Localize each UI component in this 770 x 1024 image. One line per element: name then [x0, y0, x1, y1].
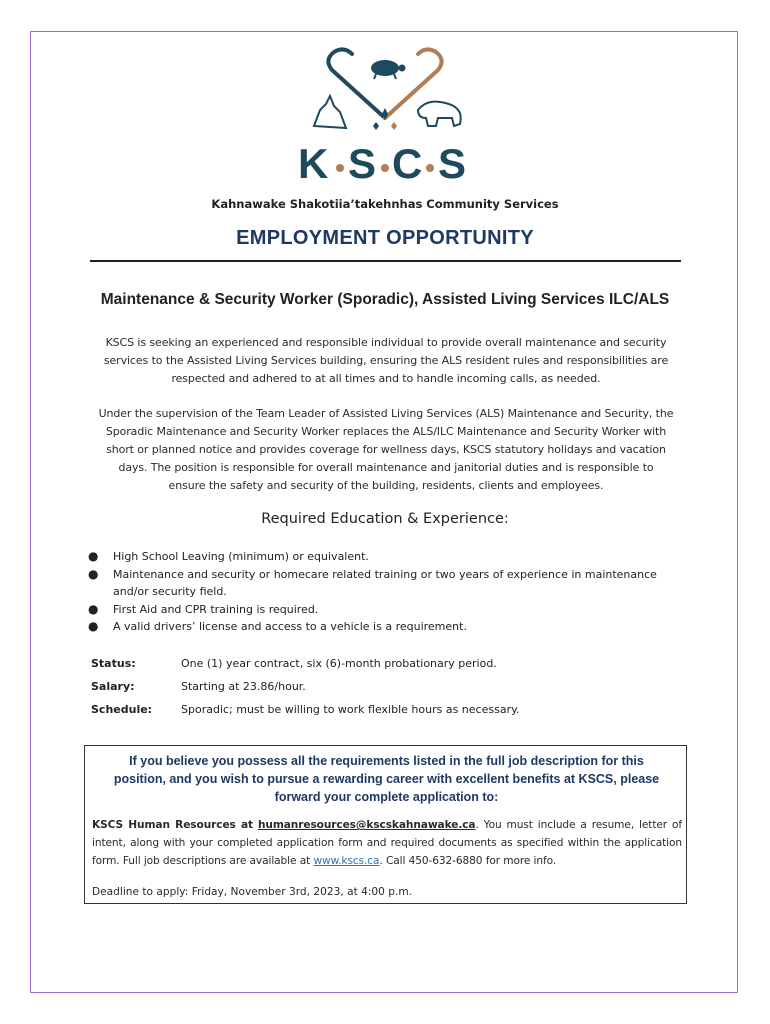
- summary-line: respected and adhered to at all times and to handle incoming calls, as needed.: [171, 372, 601, 385]
- title-divider: [90, 260, 681, 262]
- logo-letter-c: C: [392, 140, 423, 187]
- supervision-line: days. The position is responsible for overall maintenance and janitorial duties and is responsible to: [118, 461, 654, 474]
- wolf-icon: [314, 96, 346, 128]
- requirement-text: A valid drivers’ license and access to a vehicle is a requirement.: [113, 620, 467, 633]
- kscs-logo-graphic: [290, 38, 480, 188]
- logo-letter-k: K: [298, 140, 329, 187]
- supervision-line: Under the supervision of the Team Leader of Assisted Living Services (ALS) Maintenance and Security, the: [98, 407, 674, 420]
- requirement-text: Maintenance and security or homecare related training or two years of experience in maintenance and/or security field.: [113, 567, 657, 598]
- salary-label: Salary:: [91, 680, 135, 693]
- requirements-heading: Required Education & Experience:: [261, 511, 509, 527]
- paw-icon: [336, 164, 344, 172]
- turtle-icon: [371, 60, 399, 76]
- kscs-logo: [290, 38, 480, 188]
- job-title: Maintenance & Security Worker (Sporadic), Assisted Living Services ILC/ALS: [100, 291, 670, 308]
- status-label: Status:: [91, 657, 136, 670]
- bullet-icon: ●: [88, 566, 99, 581]
- list-item: [86, 548, 686, 566]
- job-summary: [88, 334, 684, 388]
- paw-icon: [426, 164, 434, 172]
- salary-value: Starting at 23.86/hour.: [181, 680, 306, 693]
- schedule-label: Schedule:: [91, 703, 153, 716]
- list-item: [86, 601, 686, 619]
- list-item: [86, 618, 686, 636]
- requirement-text: First Aid and CPR training is required.: [113, 602, 319, 616]
- callout-line: forward your complete application to:: [274, 790, 499, 804]
- application-deadline: Deadline to apply: Friday, November 3rd, 2023, at 4:00 p.m.: [92, 886, 413, 898]
- requirement-text: High School Leaving (minimum) or equivalent.: [113, 550, 369, 563]
- application-instructions: [92, 816, 682, 870]
- logo-letter-s2: S: [438, 140, 467, 187]
- callout-line: position, and you wish to pursue a rewarding career with excellent benefits at KSCS, please: [113, 772, 660, 786]
- paw-icon: [381, 164, 389, 172]
- bullet-icon: ●: [88, 549, 99, 563]
- supervision-line: Sporadic Maintenance and Security Worker replaces the ALS/ILC Maintenance and Security Worker with: [105, 425, 667, 438]
- hr-contact-label: KSCS Human Resources at: [92, 819, 253, 831]
- hr-email-link[interactable]: humanresources@kscskahnawake.ca: [257, 819, 476, 831]
- application-box: [84, 745, 687, 904]
- page-title: EMPLOYMENT OPPORTUNITY: [236, 227, 534, 249]
- logo-letter-s: S: [348, 140, 377, 187]
- bullet-icon: ●: [88, 619, 99, 633]
- bear-icon: [418, 102, 461, 126]
- instructions-text: . You must include a resume, letter of intent, along with your completed application form and required documents as specified within the application form. Full job descriptions are available at: [92, 819, 682, 867]
- job-supervision: [88, 405, 684, 495]
- supervision-line: ensure the safety and security of the building, residents, clients and employees.: [168, 479, 604, 492]
- supervision-line: short or planned notice and provides coverage for wellness days, KSCS statutory holidays and vacation: [106, 443, 666, 456]
- schedule-value: Sporadic; must be willing to work flexible hours as necessary.: [181, 703, 520, 716]
- callout-line: If you believe you possess all the requirements listed in the full job description for this: [129, 754, 644, 768]
- list-item: [86, 566, 686, 601]
- summary-line: KSCS is seeking an experienced and responsible individual to provide overall maintenance and security: [105, 336, 667, 349]
- instructions-text-end: . Call 450-632-6880 for more info.: [379, 855, 557, 867]
- status-value: One (1) year contract, six (6)-month probationary period.: [181, 657, 497, 670]
- requirements-list: [86, 548, 686, 636]
- summary-line: services to the Assisted Living Services building, ensuring the ALS resident rules and responsibilities are: [103, 354, 669, 367]
- right-cane-shape: [385, 49, 442, 118]
- website-link[interactable]: www.kscs.ca: [313, 855, 380, 867]
- bullet-icon: ●: [88, 601, 99, 616]
- organization-name: Kahnawake Shakotiia’takehnhas Community Services: [211, 197, 559, 211]
- application-callout: [85, 752, 688, 806]
